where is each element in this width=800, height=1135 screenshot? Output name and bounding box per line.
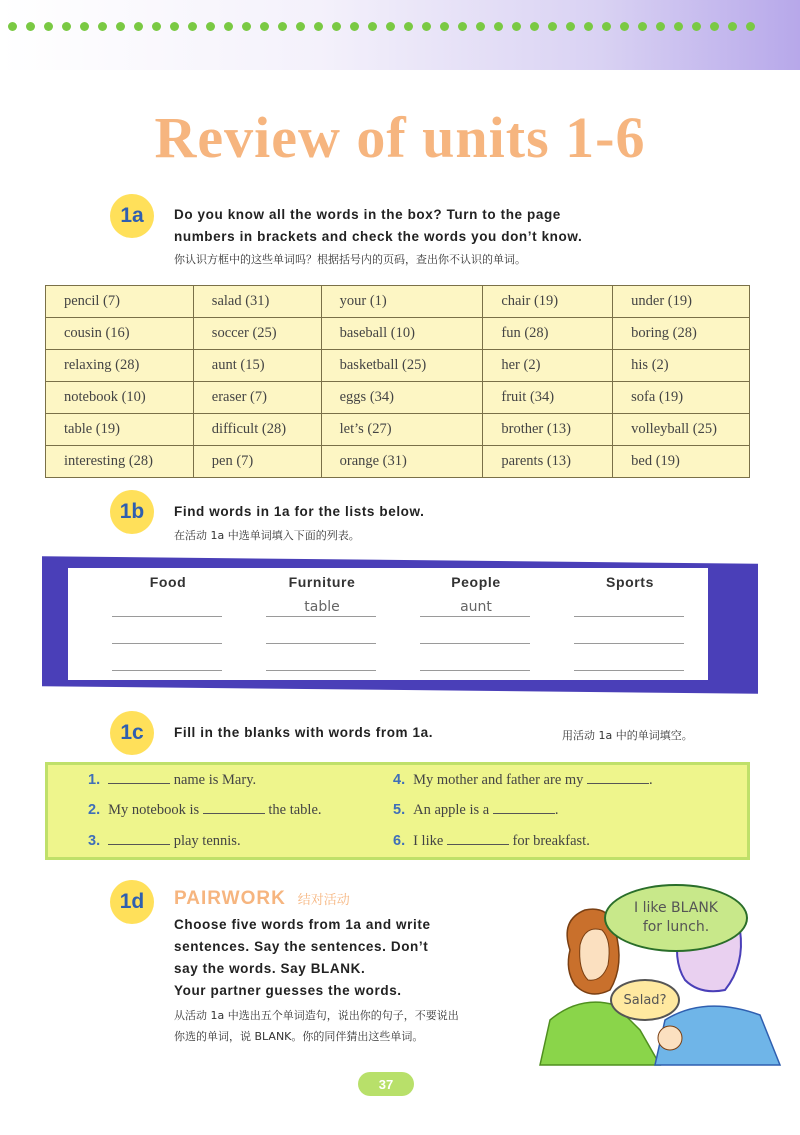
dot — [728, 22, 737, 31]
word-cell: under (19) — [613, 286, 750, 318]
word-cell: eraser (7) — [193, 382, 321, 414]
dot — [314, 22, 323, 31]
speech-bubble-boy: Salad? — [610, 979, 680, 1021]
answer-blank[interactable] — [203, 801, 265, 814]
writing-line[interactable] — [420, 670, 530, 671]
writing-line[interactable] — [112, 616, 222, 617]
instruction-1c: Fill in the blanks with words from 1a. — [174, 725, 434, 740]
dot — [566, 22, 575, 31]
sentence-1: 1. name is Mary. — [88, 772, 257, 788]
word-cell: pen (7) — [193, 446, 321, 478]
dot — [548, 22, 557, 31]
dot — [584, 22, 593, 31]
badge-1a: 1a — [110, 194, 154, 238]
instruction-1a — [174, 204, 582, 248]
word-cell: her (2) — [483, 350, 613, 382]
sentence-2: 2. My notebook is the table. — [88, 802, 322, 818]
dot — [8, 22, 17, 31]
writing-line[interactable] — [266, 616, 376, 617]
word-cell: aunt (15) — [193, 350, 321, 382]
word-cell: volleyball (25) — [613, 414, 750, 446]
dot — [674, 22, 683, 31]
page-number: 37 — [358, 1072, 414, 1096]
word-cell: soccer (25) — [193, 318, 321, 350]
instruction-1d: Choose five words from 1a and write sentences. Say the sentences. Don’t say the words. Say BLANK. Your partner guesses the words. — [174, 917, 431, 998]
writing-line[interactable] — [266, 670, 376, 671]
table-row — [46, 446, 750, 478]
word-cell: bed (19) — [613, 446, 750, 478]
writing-line[interactable] — [420, 616, 530, 617]
list-column-people — [420, 574, 532, 590]
dot — [512, 22, 521, 31]
dot — [422, 22, 431, 31]
dot — [656, 22, 665, 31]
word-cell: your (1) — [321, 286, 483, 318]
writing-line[interactable] — [112, 670, 222, 671]
pairwork-heading — [174, 888, 350, 910]
writing-line[interactable] — [266, 643, 376, 644]
dot — [188, 22, 197, 31]
dot — [98, 22, 107, 31]
dot — [476, 22, 485, 31]
word-cell: parents (13) — [483, 446, 613, 478]
answer-blank[interactable] — [108, 771, 170, 784]
word-table — [45, 285, 750, 478]
dot — [530, 22, 539, 31]
chinese-1b: 在活动 1a 中选单词填入下面的列表。 — [174, 529, 360, 542]
word-cell: orange (31) — [321, 446, 483, 478]
sentence-number: 4. — [393, 772, 406, 788]
answer-blank[interactable] — [587, 771, 649, 784]
sentence-number: 2. — [88, 802, 101, 818]
dot — [206, 22, 215, 31]
dot — [134, 22, 143, 31]
word-cell: table (19) — [46, 414, 194, 446]
sentence-number: 5. — [393, 802, 406, 818]
dot — [710, 22, 719, 31]
word-cell: notebook (10) — [46, 382, 194, 414]
badge-1b: 1b — [110, 490, 154, 534]
chinese-1a: 你认识方框中的这些单词吗？根据括号内的页码，查出你不认识的单词。 — [174, 253, 526, 266]
dot — [332, 22, 341, 31]
speech-bubble-girl: I like BLANK for lunch. — [604, 884, 748, 952]
word-cell: boring (28) — [613, 318, 750, 350]
writing-line[interactable] — [574, 643, 684, 644]
word-cell: basketball (25) — [321, 350, 483, 382]
column-head: Food — [149, 574, 187, 590]
answer-blank[interactable] — [108, 832, 170, 845]
dot — [26, 22, 35, 31]
dot — [224, 22, 233, 31]
dot — [116, 22, 125, 31]
pairwork-title: PAIRWORK — [174, 888, 286, 909]
pairwork-title-cn: 结对活动 — [297, 893, 350, 908]
dot — [170, 22, 179, 31]
instruction-1a-line2: numbers in brackets and check the words you don’t know. — [174, 229, 583, 244]
dot — [620, 22, 629, 31]
chinese-1d: 从活动 1a 中选出五个单词造句，说出你的句子，不要说出 你选的单词，说 BLANK。你的同伴猜出这些单词。 — [174, 1009, 459, 1043]
dot — [296, 22, 305, 31]
writing-line[interactable] — [112, 643, 222, 644]
word-cell: difficult (28) — [193, 414, 321, 446]
sentence-number: 6. — [393, 833, 406, 849]
dot — [260, 22, 269, 31]
example-furniture: table — [304, 599, 340, 615]
table-row — [46, 286, 750, 318]
example-people: aunt — [460, 599, 492, 615]
page-title: Review of units 1-6 — [154, 105, 646, 170]
chinese-1c: 用活动 1a 中的单词填空。 — [562, 729, 693, 742]
answer-blank[interactable] — [447, 832, 509, 845]
sentence-6: 6. I like for breakfast. — [393, 833, 590, 849]
writing-line[interactable] — [420, 643, 530, 644]
word-cell: chair (19) — [483, 286, 613, 318]
column-head: Furniture — [288, 574, 356, 590]
dot — [692, 22, 701, 31]
word-cell: eggs (34) — [321, 382, 483, 414]
dot — [278, 22, 287, 31]
list-column-food — [112, 574, 224, 590]
dot — [44, 22, 53, 31]
word-cell: baseball (10) — [321, 318, 483, 350]
dot — [494, 22, 503, 31]
writing-line[interactable] — [574, 616, 684, 617]
word-cell: his (2) — [613, 350, 750, 382]
dot — [602, 22, 611, 31]
word-cell: salad (31) — [193, 286, 321, 318]
word-cell: cousin (16) — [46, 318, 194, 350]
dot — [368, 22, 377, 31]
word-cell: fruit (34) — [483, 382, 613, 414]
sentence-number: 3. — [88, 833, 101, 849]
sentence-4: 4. My mother and father are my . — [393, 772, 653, 788]
table-row — [46, 350, 750, 382]
dot — [80, 22, 89, 31]
column-head: Sports — [606, 574, 654, 590]
list-column-furniture — [266, 574, 378, 590]
table-row — [46, 382, 750, 414]
badge-1c: 1c — [110, 711, 154, 755]
word-cell: let’s (27) — [321, 414, 483, 446]
dot — [152, 22, 161, 31]
sentence-number: 1. — [88, 772, 101, 788]
word-cell: fun (28) — [483, 318, 613, 350]
sentence-3: 3. play tennis. — [88, 833, 241, 849]
column-head: People — [451, 574, 501, 590]
word-cell: interesting (28) — [46, 446, 194, 478]
table-row — [46, 318, 750, 350]
word-cell: relaxing (28) — [46, 350, 194, 382]
badge-1d: 1d — [110, 880, 154, 924]
sentence-5: 5. An apple is a . — [393, 802, 559, 818]
word-cell: sofa (19) — [613, 382, 750, 414]
dot — [404, 22, 413, 31]
dot — [350, 22, 359, 31]
instruction-1a-line1: Do you know all the words in the box? Turn to the page — [174, 207, 561, 222]
dot-border — [8, 22, 768, 38]
table-row — [46, 414, 750, 446]
dot — [62, 22, 71, 31]
dot — [638, 22, 647, 31]
word-cell: brother (13) — [483, 414, 613, 446]
dot — [440, 22, 449, 31]
instruction-1b: Find words in 1a for the lists below. — [174, 504, 425, 519]
answer-blank[interactable] — [493, 801, 555, 814]
dot — [386, 22, 395, 31]
dot — [746, 22, 755, 31]
dot — [458, 22, 467, 31]
dot — [242, 22, 251, 31]
word-cell: pencil (7) — [46, 286, 194, 318]
writing-line[interactable] — [574, 670, 684, 671]
list-column-sports — [574, 574, 686, 590]
